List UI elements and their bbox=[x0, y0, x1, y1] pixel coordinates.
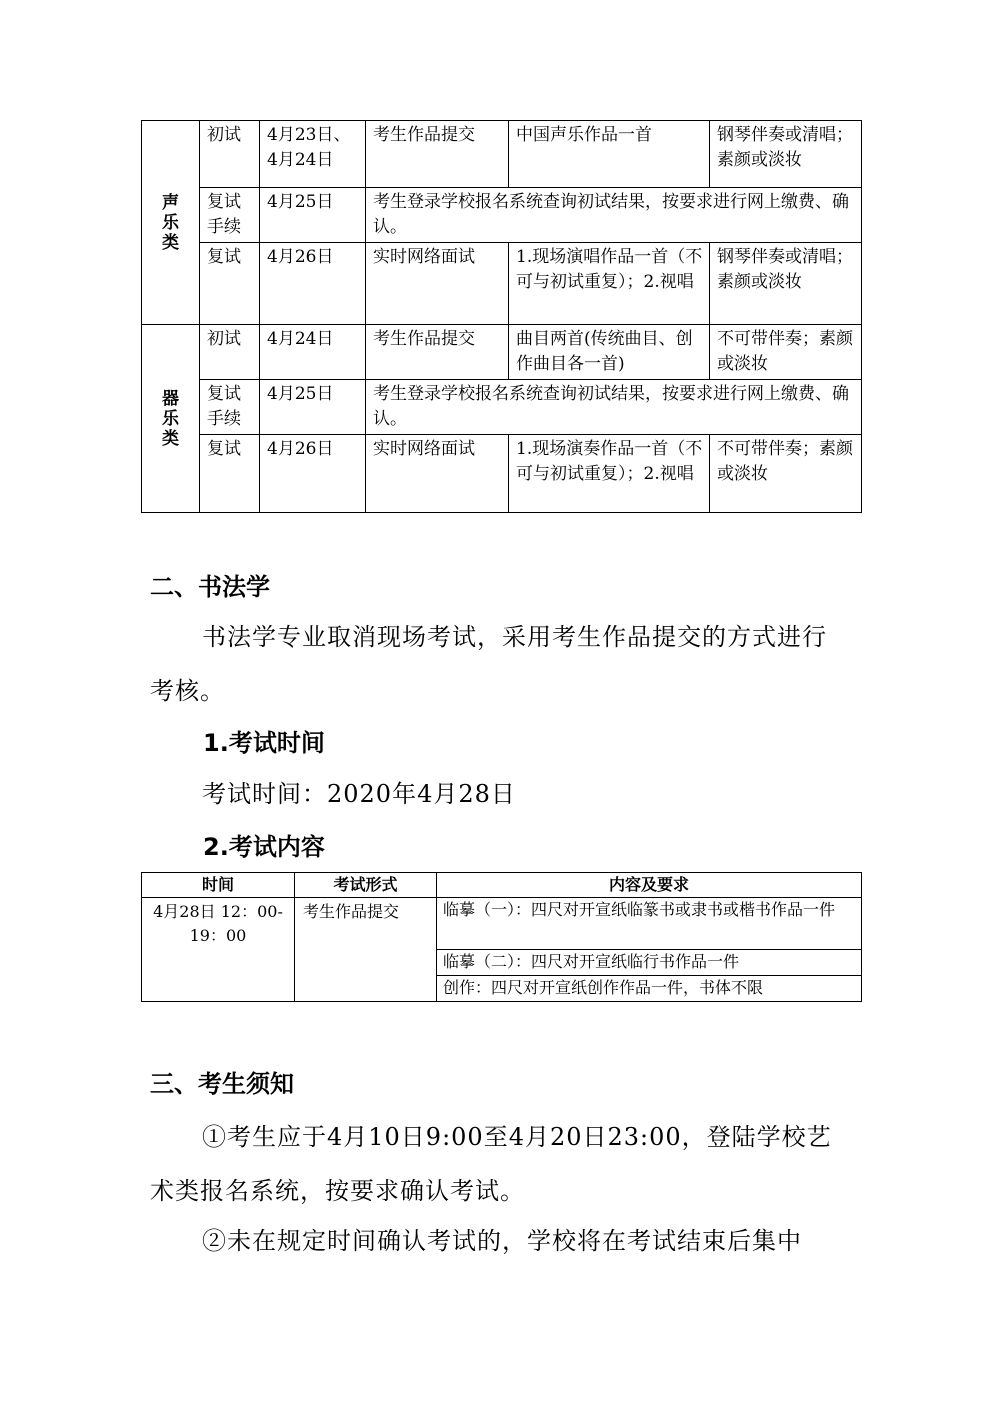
section-heading-notice: 三、考生须知 bbox=[150, 1070, 294, 1098]
stage-cell: 复试手续 bbox=[200, 380, 260, 435]
table-header-row bbox=[142, 873, 862, 898]
table-row bbox=[142, 435, 862, 513]
time-cell: 4月28日 12：00-19：00 bbox=[142, 898, 295, 1002]
stage-cell: 复试 bbox=[200, 435, 260, 513]
category-cell: 声乐类 bbox=[142, 121, 200, 325]
column-header: 时间 bbox=[142, 873, 295, 898]
content-cell: 1.现场演奏作品一首（不可与初试重复）；2.视唱 bbox=[509, 435, 710, 513]
column-header: 内容及要求 bbox=[437, 873, 862, 898]
exam-schedule-table bbox=[141, 120, 862, 513]
notice-item-1: ①考生应于4月10日9:00至4月20日23:00，登陆学校艺术类报名系统，按要求确认考试。 bbox=[150, 1123, 832, 1205]
subheading-exam-content: 2.考试内容 bbox=[203, 833, 325, 861]
requirement-cell: 不可带伴奏；素颜或淡妆 bbox=[710, 325, 862, 380]
requirement-item: 临摹（一）：四尺对开宣纸临篆书或隶书或楷书作品一件 bbox=[437, 898, 862, 950]
method-cell: 考生作品提交 bbox=[295, 898, 437, 1002]
content-cell: 中国声乐作品一首 bbox=[509, 121, 710, 188]
category-cell: 器乐类 bbox=[142, 325, 200, 513]
date-cell: 4月26日 bbox=[260, 435, 366, 513]
stage-cell: 复试 bbox=[200, 243, 260, 325]
table-row bbox=[142, 325, 862, 380]
method-cell: 实时网络面试 bbox=[366, 243, 509, 325]
stage-cell: 初试 bbox=[200, 121, 260, 188]
requirement-item: 创作：四尺对开宣纸创作作品一件，书体不限 bbox=[437, 976, 862, 1002]
requirement-cell: 不可带伴奏；素颜或淡妆 bbox=[710, 435, 862, 513]
method-cell: 考生作品提交 bbox=[366, 325, 509, 380]
calligraphy-intro: 书法学专业取消现场考试，采用考生作品提交的方式进行考核。 bbox=[150, 623, 827, 705]
date-cell: 4月26日 bbox=[260, 243, 366, 325]
notice-item-2: ②未在规定时间确认考试的，学校将在考试结束后集中 bbox=[202, 1227, 802, 1255]
stage-cell: 初试 bbox=[200, 325, 260, 380]
method-cell: 实时网络面试 bbox=[366, 435, 509, 513]
section-heading-calligraphy: 二、书法学 bbox=[150, 573, 270, 601]
requirement-cell: 钢琴伴奏或清唱；素颜或淡妆 bbox=[710, 121, 862, 188]
table-row bbox=[142, 243, 862, 325]
stage-cell: 复试手续 bbox=[200, 188, 260, 243]
method-cell: 考生作品提交 bbox=[366, 121, 509, 188]
date-cell: 4月25日 bbox=[260, 188, 366, 243]
exam-time-text: 考试时间：2020年4月28日 bbox=[202, 780, 516, 808]
merged-note-cell: 考生登录学校报名系统查询初试结果，按要求进行网上缴费、确认。 bbox=[366, 188, 862, 243]
calligraphy-exam-table bbox=[141, 872, 862, 1002]
requirement-item: 临摹（二）：四尺对开宣纸临行书作品一件 bbox=[437, 950, 862, 976]
requirement-cell: 钢琴伴奏或清唱；素颜或淡妆 bbox=[710, 243, 862, 325]
content-cell: 曲目两首(传统曲目、创作曲目各一首) bbox=[509, 325, 710, 380]
table-row bbox=[142, 898, 862, 950]
table-row bbox=[142, 188, 862, 243]
subheading-exam-time: 1.考试时间 bbox=[203, 729, 325, 757]
date-cell: 4月24日 bbox=[260, 325, 366, 380]
table-row bbox=[142, 380, 862, 435]
content-cell: 1.现场演唱作品一首（不可与初试重复）；2.视唱 bbox=[509, 243, 710, 325]
date-cell: 4月25日 bbox=[260, 380, 366, 435]
merged-note-cell: 考生登录学校报名系统查询初试结果，按要求进行网上缴费、确认。 bbox=[366, 380, 862, 435]
column-header: 考试形式 bbox=[295, 873, 437, 898]
date-cell: 4月23日、4月24日 bbox=[260, 121, 366, 188]
table-row bbox=[142, 121, 862, 188]
